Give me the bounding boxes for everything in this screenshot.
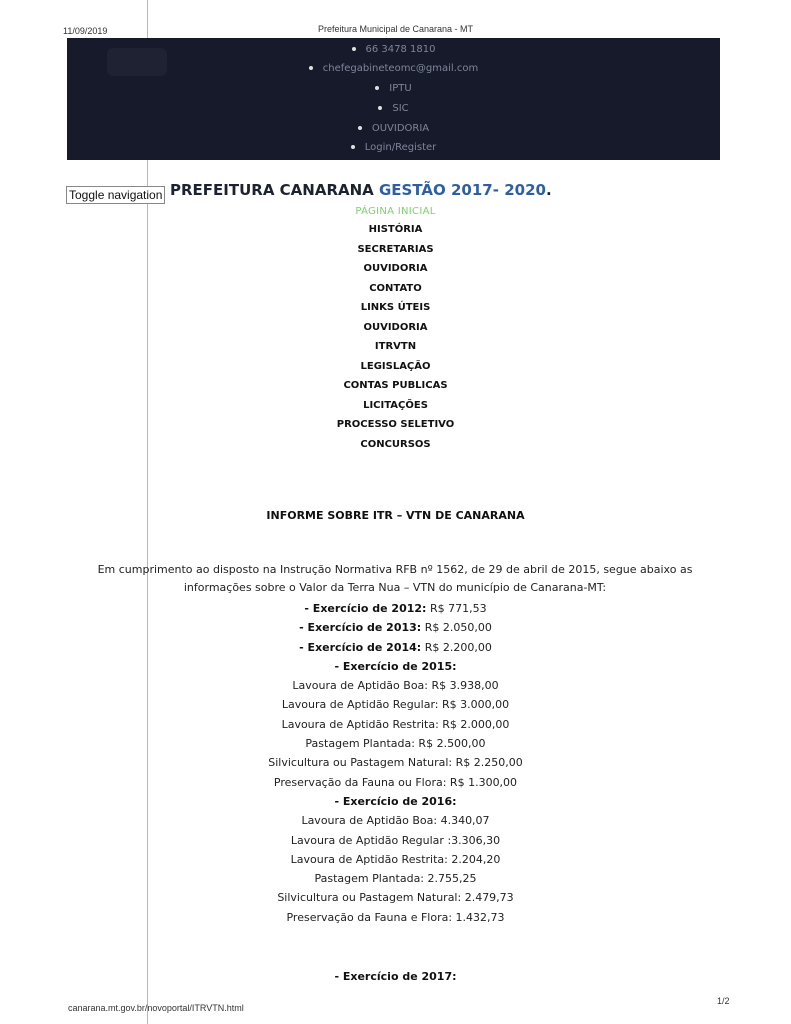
top-contact-bar (67, 38, 720, 160)
iptu-link[interactable]: IPTU (389, 83, 412, 94)
exercise-2012: - Exercício de 2012: R$ 771,53 (304, 602, 487, 615)
nav-item-secretarias[interactable]: SECRETARIAS (357, 243, 434, 255)
bullet-icon (351, 145, 355, 149)
value-item: Silvicultura ou Pastagem Natural: R$ 2.250,00 (268, 756, 523, 770)
nav-item-historia[interactable]: HISTÓRIA (368, 224, 423, 235)
nav-item-licitacoes[interactable]: LICITAÇÕES (363, 399, 428, 411)
exercise-2016-heading: - Exercício de 2016: (334, 794, 457, 808)
print-url: canarana.mt.gov.br/novoportal/ITRVTN.html (68, 1003, 244, 1013)
brand-main: PREFEITURA CANARANA (170, 181, 379, 199)
email-link[interactable]: chefegabineteomc@gmail.com (322, 63, 479, 74)
value-item: Lavoura de Aptidão Boa: R$ 3.938,00 (292, 679, 499, 693)
vtn-values-list (0, 599, 791, 927)
nav-item-contas-publicas[interactable]: CONTAS PUBLICAS (343, 380, 448, 391)
bullet-icon (375, 86, 379, 90)
email-item[interactable] (67, 63, 720, 74)
bullet-icon (352, 47, 356, 51)
nav-item-legislacao[interactable]: LEGISLAÇÃO (360, 360, 431, 372)
exercise-2017-heading: - Exercício de 2017: (334, 970, 457, 983)
value-item: Lavoura de Aptidão Restrita: 2.204,20 (290, 852, 501, 866)
bullet-icon (358, 126, 362, 130)
ouvidoria-item[interactable] (67, 123, 720, 134)
exercise-2013: - Exercício de 2013: R$ 2.050,00 (299, 621, 492, 635)
value-item: Lavoura de Aptidão Boa: 4.340,07 (301, 814, 490, 828)
login-register-link[interactable]: Login/Register (364, 142, 437, 153)
phone-item: 66 3478 1810 (67, 44, 720, 55)
bullet-icon (309, 66, 313, 70)
print-date: 11/09/2019 (63, 26, 108, 36)
nav-item-ouvidoria[interactable]: OUVIDORIA (363, 263, 428, 274)
print-page-number: 1/2 (717, 996, 730, 1006)
nav-item-contato[interactable]: CONTATO (369, 282, 422, 294)
brand-highlight: GESTÃO 2017- 2020 (378, 181, 546, 199)
value-item: Pastagem Plantada: 2.755,25 (314, 872, 477, 886)
sic-item[interactable] (67, 103, 720, 114)
page-title: INFORME SOBRE ITR – VTN DE CANARANA (266, 509, 525, 522)
nav-item-concursos[interactable]: CONCURSOS (360, 438, 431, 450)
exercise-2014: - Exercício de 2014: R$ 2.200,00 (299, 640, 492, 654)
exercise-2015-heading: - Exercício de 2015: (334, 659, 457, 673)
bullet-icon (378, 106, 382, 110)
iptu-item[interactable] (67, 83, 720, 94)
ouvidoria-link[interactable]: OUVIDORIA (371, 123, 430, 134)
intro-paragraph: Em cumprimento ao disposto na Instrução Normativa RFB nº 1562, de 29 de abril de 2015, segue abaixo as informações sobre o Valor da Terra Nua – VTN do município de Canarana-MT: (97, 563, 693, 594)
nav-item-processo-seletivo[interactable]: PROCESSO SELETIVO (336, 419, 455, 430)
brand-dot: . (545, 181, 552, 199)
main-nav (0, 203, 791, 454)
toggle-navigation-button[interactable]: Toggle navigation (66, 186, 165, 204)
sic-link[interactable]: SIC (392, 103, 409, 114)
value-item: Pastagem Plantada: R$ 2.500,00 (305, 737, 486, 751)
value-item: Preservação da Fauna e Flora: 1.432,73 (286, 910, 505, 924)
value-item: Silvicultura ou Pastagem Natural: 2.479,73 (277, 891, 514, 905)
nav-item-ouvidoria-2[interactable]: OUVIDORIA (363, 321, 428, 333)
value-item: Lavoura de Aptidão Regular :3.306,30 (290, 833, 501, 847)
nav-item-links-uteis[interactable]: LINKS ÚTEIS (360, 302, 431, 313)
login-item[interactable] (67, 142, 720, 153)
nav-item-itrvtn[interactable]: ITRVTN (374, 341, 417, 352)
value-item: Lavoura de Aptidão Regular: R$ 3.000,00 (281, 698, 510, 712)
print-header-title: Prefeitura Municipal de Canarana - MT (317, 24, 474, 34)
value-item: Lavoura de Aptidão Restrita: R$ 2.000,00 (281, 717, 510, 731)
value-item: Preservação da Fauna ou Flora: R$ 1.300,00 (273, 775, 518, 789)
nav-item-pagina-inicial[interactable]: PÁGINA INICIAL (355, 206, 436, 217)
site-brand[interactable] (170, 181, 552, 199)
